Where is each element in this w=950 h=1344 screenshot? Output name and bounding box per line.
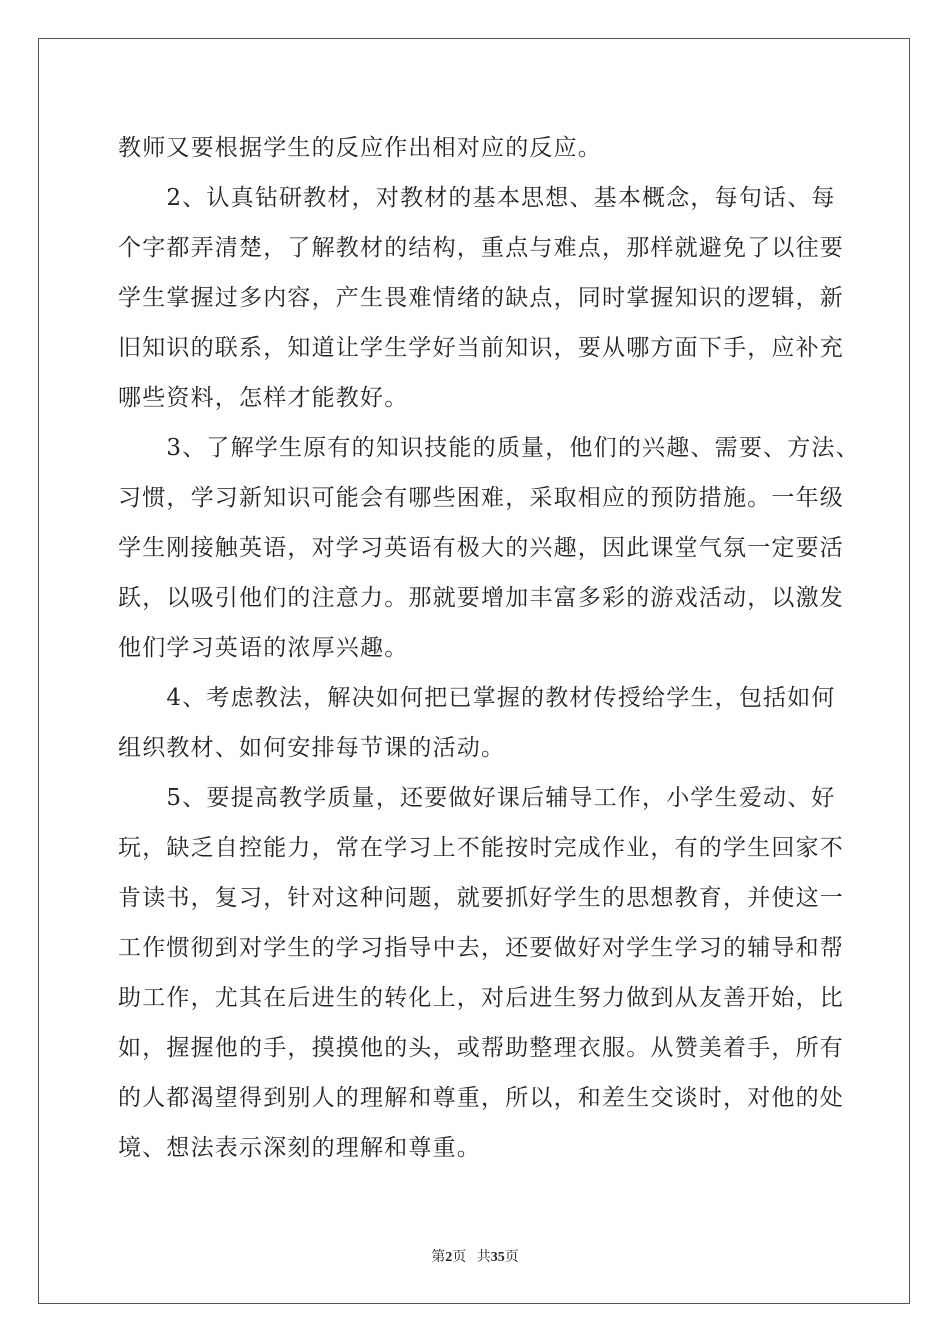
text-line: 学生掌握过多内容，产生畏难情绪的缺点，同时掌握知识的逻辑，新 [118,285,844,311]
text-line: 4、考虑教法，解决如何把已掌握的教材传授给学生，包括如何 [118,685,836,711]
text-line: 学生刚接触英语，对学习英语有极大的兴趣，因此课堂气氛一定要活 [118,535,844,561]
total-unit: 页 [504,1250,519,1265]
text-line: 助工作，尤其在后进生的转化上，对后进生努力做到从友善开始，比 [118,985,844,1011]
text-line: 3、了解学生原有的知识技能的质量，他们的兴趣、需要、方法、 [118,435,860,461]
text-line: 个字都弄清楚，了解教材的结构，重点与难点，那样就避免了以往要 [118,235,844,261]
page-total: 35 [490,1250,505,1265]
text-line: 他们学习英语的浓厚兴趣。 [118,635,409,661]
document-body [118,128,860,1178]
text-line: 习惯，学习新知识可能会有哪些困难，采取相应的预防措施。一年级 [118,485,844,511]
text-line: 的人都渴望得到别人的理解和尊重，所以，和差生交谈时，对他的处 [118,1085,844,1111]
text-line: 肯读书，复习，针对这种问题，就要抓好学生的思想教育，并使这一 [118,885,844,911]
text-line: 玩，缺乏自控能力，常在学习上不能按时完成作业，有的学生回家不 [118,835,844,861]
page-current: 2 [445,1250,453,1265]
text-line: 工作惯彻到对学生的学习指导中去，还要做好对学生学习的辅导和帮 [118,935,844,961]
text-line: 教师又要根据学生的反应作出相对应的反应。 [118,135,602,161]
text-line: 旧知识的联系，知道让学生学好当前知识，要从哪方面下手，应补充 [118,335,844,361]
text-line: 跃，以吸引他们的注意力。那就要增加丰富多彩的游戏活动，以激发 [118,585,844,611]
text-line: 5、要提高教学质量，还要做好课后辅导工作，小学生爱动、好 [118,785,836,811]
text-line: 境、想法表示深刻的理解和尊重。 [118,1135,481,1161]
total-prefix: 共 [476,1250,491,1265]
text-line: 哪些资料，怎样才能教好。 [118,385,409,411]
text-line: 2、认真钻研教材，对教材的基本思想、基本概念，每句话、每 [118,185,836,211]
page-prefix: 第 [431,1250,446,1265]
page-footer [0,1246,950,1266]
text-line: 如，握握他的手，摸摸他的头，或帮助整理衣服。从赞美着手，所有 [118,1035,844,1061]
page-unit: 页 [452,1250,467,1265]
text-line: 组织教材、如何安排每节课的活动。 [118,735,506,761]
